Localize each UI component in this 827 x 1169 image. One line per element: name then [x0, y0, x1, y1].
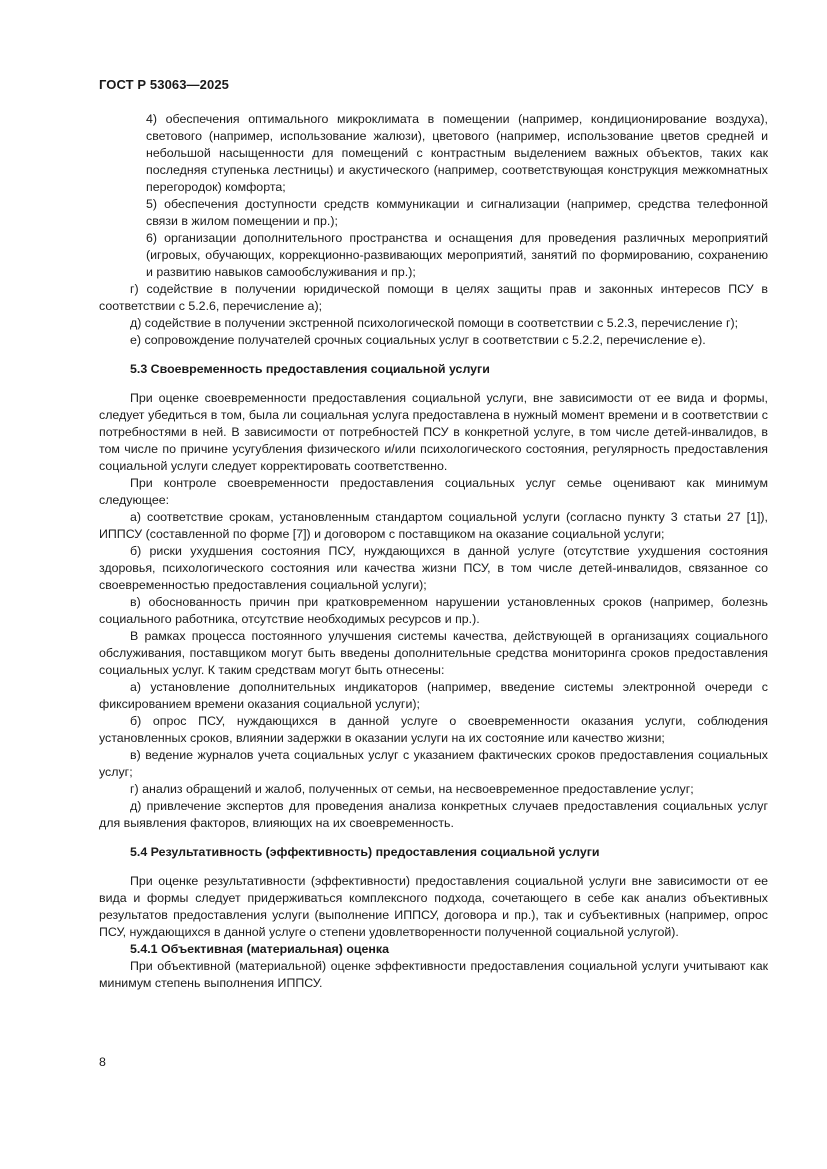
list-item: 5) обеспечения доступности средств коммуникации и сигнализации (например, средства телефонной связи в жилом помещении и пр.); [146, 197, 768, 228]
list-item: в) обоснованность причин при кратковременном нарушении установленных сроков (например, болезнь социального работника, отсутствие необходимых ресурсов и пр.). [99, 595, 768, 626]
list-item: е) сопровождение получателей срочных социальных услуг в соответствии с 5.2.2, перечисление е). [130, 333, 706, 347]
list-item: а) соответствие срокам, установленным стандартом социальной услуги (согласно пункту 3 статьи 27 [1]), ИППСУ (составленной по форме [7]) и договором с поставщиком на оказание социальной услуги; [99, 510, 768, 541]
list-item: г) содействие в получении юридической помощи в целях защиты прав и законных интересов ПСУ в соответствии с 5.2.6, перечисление а); [99, 282, 768, 313]
list-item: а) установление дополнительных индикаторов (например, введение системы электронной очереди с фиксированием времени оказания социальной услуги); [99, 680, 768, 711]
list-item: д) привлечение экспертов для проведения анализа конкретных случаев предоставления социальных услуг для выявления факторов, влияющих на их своевременность. [99, 799, 768, 830]
subsection-heading-5-4-1: 5.4.1 Объективная (материальная) оценка [130, 942, 389, 956]
section-heading-5-4: 5.4 Результативность (эффективность) предоставления социальной услуги [130, 845, 600, 859]
page-number: 8 [99, 1055, 106, 1069]
list-item: б) опрос ПСУ, нуждающихся в данной услуге о своевременности оказания услуги, соблюдения установленных сроков, влиянии задержки в оказании услуги на их состояние или качество жизни; [99, 714, 768, 745]
paragraph: При объективной (материальной) оценке эффективности предоставления социальной услуги учитывают как минимум степень выполнения ИППСУ. [99, 959, 768, 990]
sublist-top [99, 111, 768, 281]
list-item: в) ведение журналов учета социальных услуг с указанием фактических сроков предоставления социальных услуг; [99, 748, 768, 779]
list-item: г) анализ обращений и жалоб, полученных от семьи, на несвоевременное предоставление услуг; [130, 782, 694, 796]
paragraph: При контроле своевременности предоставления социальных услуг семье оценивают как минимум следующее: [99, 476, 768, 507]
page-body [99, 111, 768, 992]
paragraph: При оценке результативности (эффективности) предоставления социальной услуги вне зависимости от ее вида и формы следует придерживаться комплексного подхода, сочетающего в себе как анализ объективных результатов предоставления услуги (выполнение ИППСУ, договора и пр.), так и субъективных (например, опрос ПСУ, нуждающихся в данной услуге о степени удовлетворенности полученной социальной услугой). [99, 874, 768, 939]
section-heading-5-3: 5.3 Своевременность предоставления социальной услуги [130, 362, 490, 376]
paragraph: При оценке своевременности предоставления социальной услуги, вне зависимости от ее вида и формы, следует убедиться в том, была ли социальная услуга предоставлена в нужный момент времени и в соответствии с потребностями в ней. В зависимости от потребностей ПСУ в конкретной услуге, в том числе детей-инвалидов, в том числе по причине усугубления физического и/или психологического состояния, регулярность предоставления социальной услуги следует корректировать соответственно. [99, 391, 768, 473]
list-item: 6) организации дополнительного пространства и оснащения для проведения различных мероприятий (игровых, обучающих, коррекционно-развивающих мероприятий, занятий по формированию, сохранению и развитию навыков самообслуживания и пр.); [146, 231, 768, 279]
paragraph: В рамках процесса постоянного улучшения системы качества, действующей в организациях социального обслуживания, поставщиком могут быть введены дополнительные средства мониторинга сроков предоставления социальных услуг. К таким средствам могут быть отнесены: [99, 629, 768, 677]
list-item: б) риски ухудшения состояния ПСУ, нуждающихся в данной услуге (отсутствие ухудшения состояния здоровья, психологического состояния или качества жизни ПСУ, в том числе детей-инвалидов, связанное со своевременностью предоставления социальной услуги); [99, 544, 768, 592]
document-code: ГОСТ Р 53063—2025 [99, 77, 229, 92]
list-item: 4) обеспечения оптимального микроклимата в помещении (например, кондиционирование воздуха), светового (например, использование жалюзи), цветового (например, использование цветов средней и небольшой насыщенности для помещений с контрастным выделением важных объектов, таких как последняя ступенька лестницы) и акустического (например, соответствующая конструкция межкомнатных перегородок) комфорта; [146, 112, 768, 194]
list-item: д) содействие в получении экстренной психологической помощи в соответствии с 5.2.3, перечисление г); [130, 316, 739, 330]
